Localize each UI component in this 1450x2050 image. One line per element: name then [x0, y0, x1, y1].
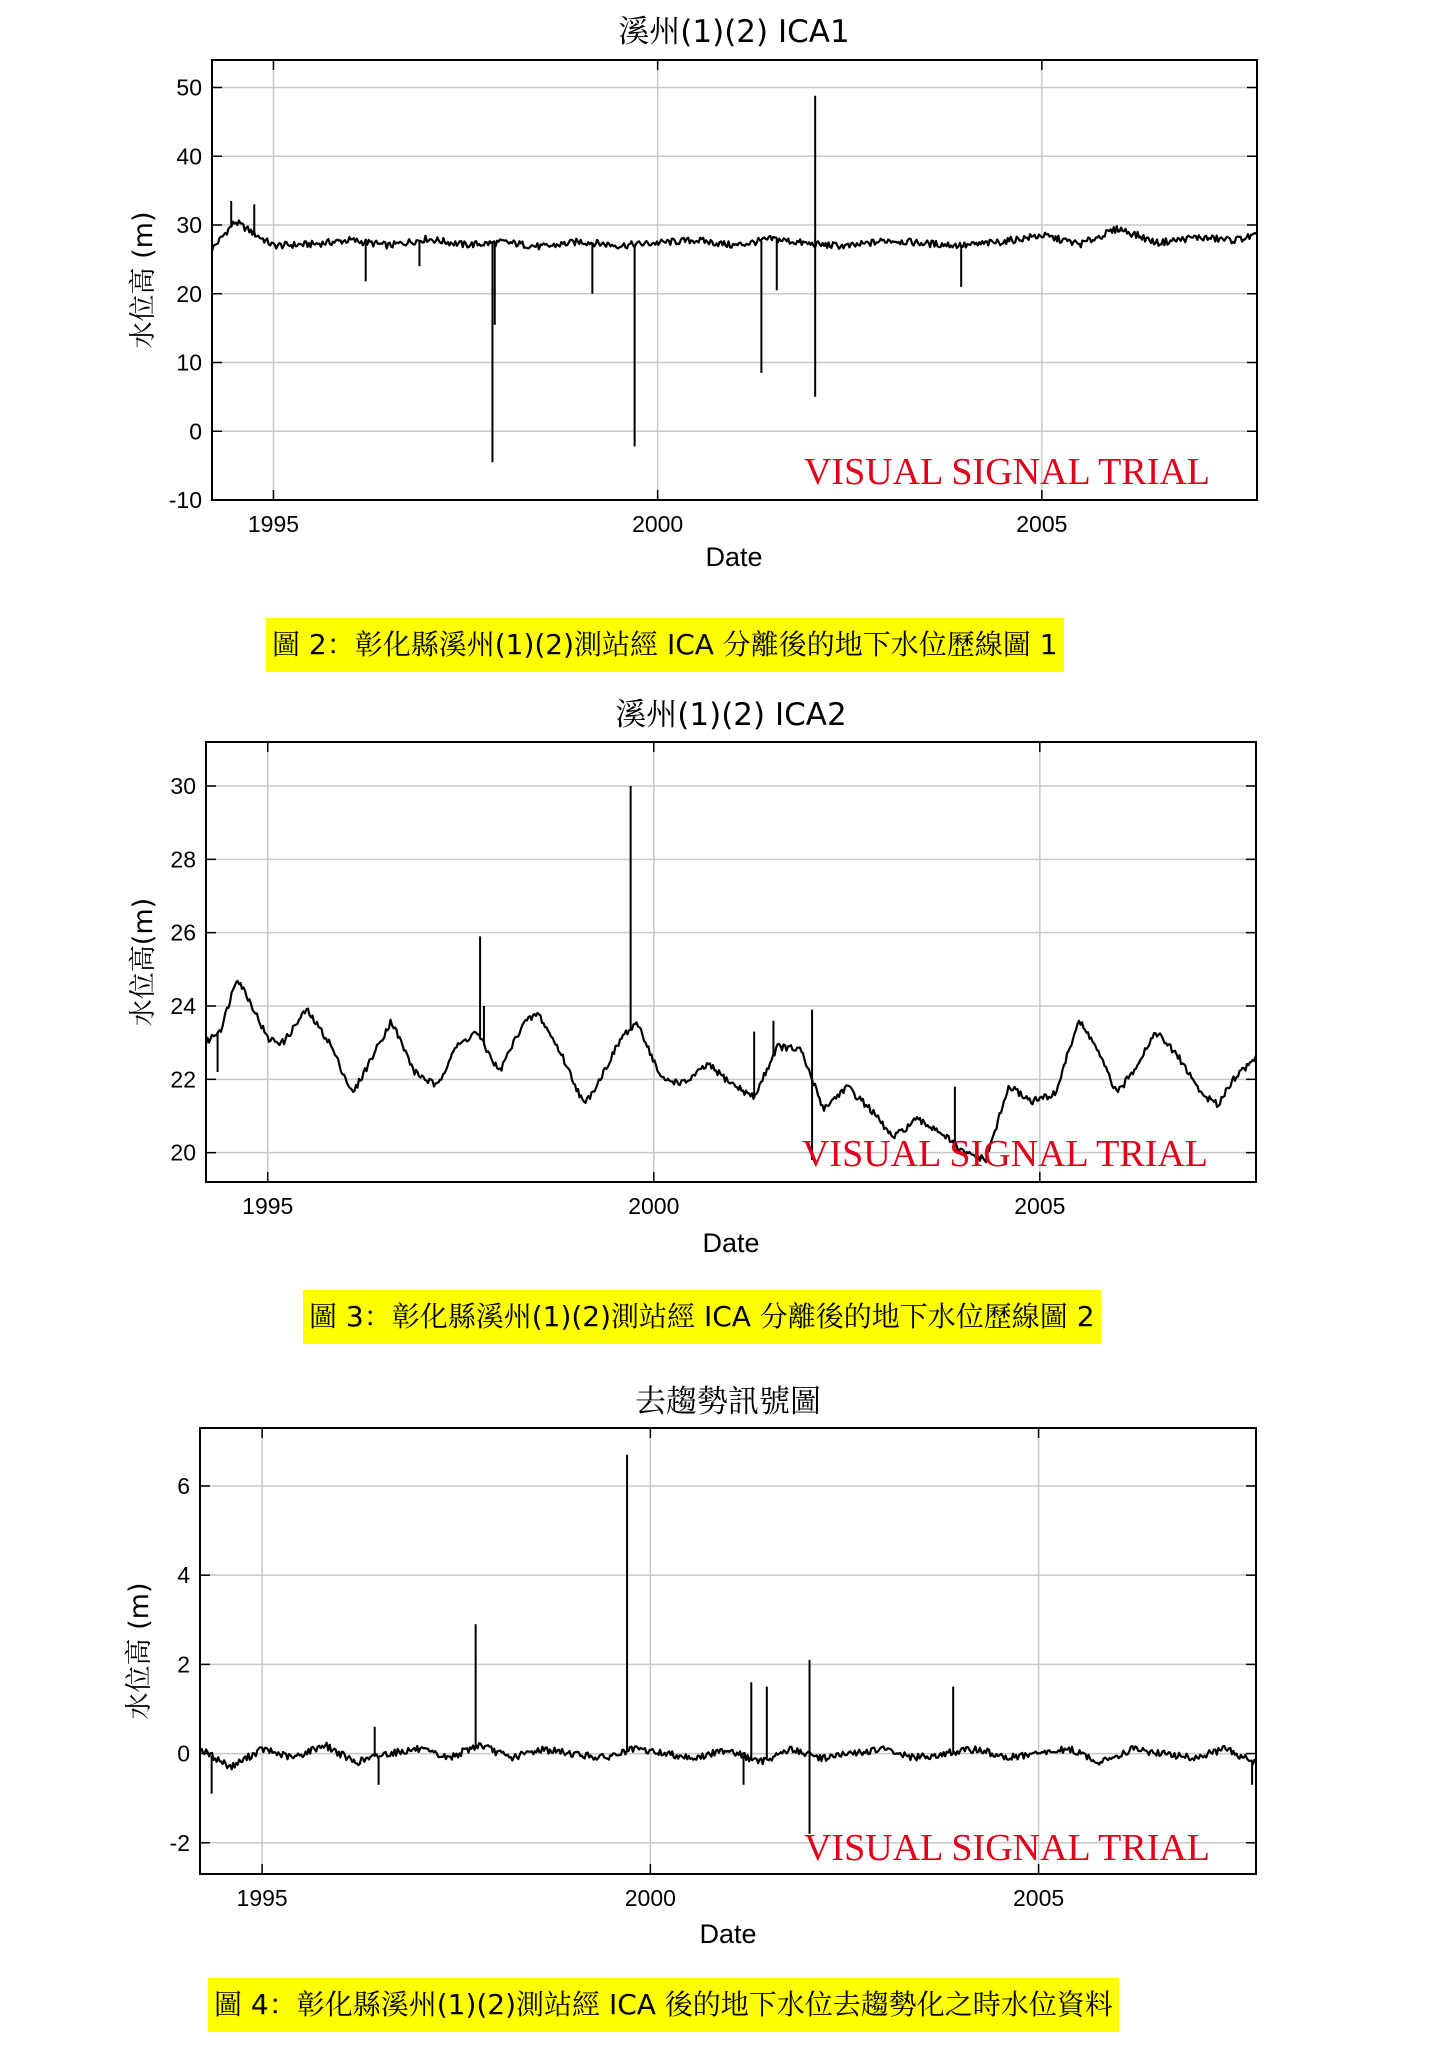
- x-tick-label: 1995: [242, 1193, 294, 1219]
- chart-detrend: [0, 1378, 1450, 1978]
- x-axis-label: Date: [699, 1919, 757, 1949]
- figure-caption-4: 圖 4：彰化縣溪州(1)(2)測站經 ICA 後的地下水位去趨勢化之時水位資料: [208, 1978, 1119, 2032]
- y-tick-label: 0: [177, 1740, 190, 1767]
- chart-panel-ica1: [0, 0, 1450, 600]
- chart-panel-detrend: [0, 1378, 1450, 1978]
- y-tick-label: -10: [168, 487, 202, 513]
- y-tick-label: 26: [170, 919, 196, 946]
- y-tick-label: 50: [176, 74, 202, 101]
- y-tick-label: 30: [170, 773, 196, 799]
- plot-frame: [200, 1428, 1256, 1874]
- figure-caption-3: 圖 3：彰化縣溪州(1)(2)測站經 ICA 分離後的地下水位歷線圖 2: [303, 1290, 1101, 1344]
- x-axis-label: Date: [702, 1228, 760, 1258]
- y-tick-label: 20: [176, 280, 202, 307]
- chart-title: 溪州(1)(2) ICA2: [615, 697, 847, 733]
- y-axis-label: 水位高(m): [128, 897, 159, 1027]
- y-axis-label: 水位高 (m): [128, 211, 159, 349]
- watermark: VISUAL SIGNAL TRIAL: [801, 1133, 1208, 1175]
- chart-title: 溪州(1)(2) ICA1: [618, 14, 850, 50]
- x-tick-label: 2000: [628, 1193, 680, 1219]
- watermark: VISUAL SIGNAL TRIAL: [803, 1827, 1210, 1869]
- y-tick-label: 30: [176, 212, 202, 238]
- y-tick-label: 2: [177, 1651, 190, 1678]
- x-tick-label: 2005: [1016, 511, 1068, 537]
- y-tick-label: 4: [177, 1562, 190, 1589]
- x-tick-label: 2005: [1014, 1193, 1066, 1219]
- x-axis-label: Date: [705, 542, 763, 572]
- y-tick-label: -2: [169, 1829, 190, 1856]
- y-tick-label: 20: [170, 1139, 196, 1166]
- chart-ica2: [0, 690, 1450, 1290]
- chart-panel-ica2: [0, 690, 1450, 1290]
- figure-caption-2: 圖 2：彰化縣溪州(1)(2)測站經 ICA 分離後的地下水位歷線圖 1: [266, 618, 1064, 672]
- y-tick-label: 22: [170, 1066, 196, 1093]
- chart-title: 去趨勢訊號圖: [635, 1384, 821, 1420]
- y-tick-label: 6: [177, 1472, 190, 1499]
- x-tick-label: 2000: [632, 511, 684, 537]
- chart-ica1: [0, 0, 1450, 600]
- y-tick-label: 28: [170, 846, 196, 873]
- y-tick-label: 0: [189, 418, 202, 445]
- y-tick-label: 24: [170, 993, 196, 1019]
- x-tick-label: 2000: [624, 1885, 676, 1911]
- x-tick-label: 2005: [1013, 1885, 1065, 1911]
- x-tick-label: 1995: [236, 1885, 288, 1911]
- plot-frame: [206, 742, 1256, 1182]
- series-line: [200, 1743, 1256, 1769]
- y-tick-label: 40: [176, 143, 202, 170]
- y-tick-label: 10: [176, 349, 202, 376]
- y-axis-label: 水位高 (m): [124, 1582, 155, 1720]
- watermark: VISUAL SIGNAL TRIAL: [803, 451, 1210, 493]
- plot-frame: [212, 60, 1257, 500]
- x-tick-label: 1995: [247, 511, 300, 537]
